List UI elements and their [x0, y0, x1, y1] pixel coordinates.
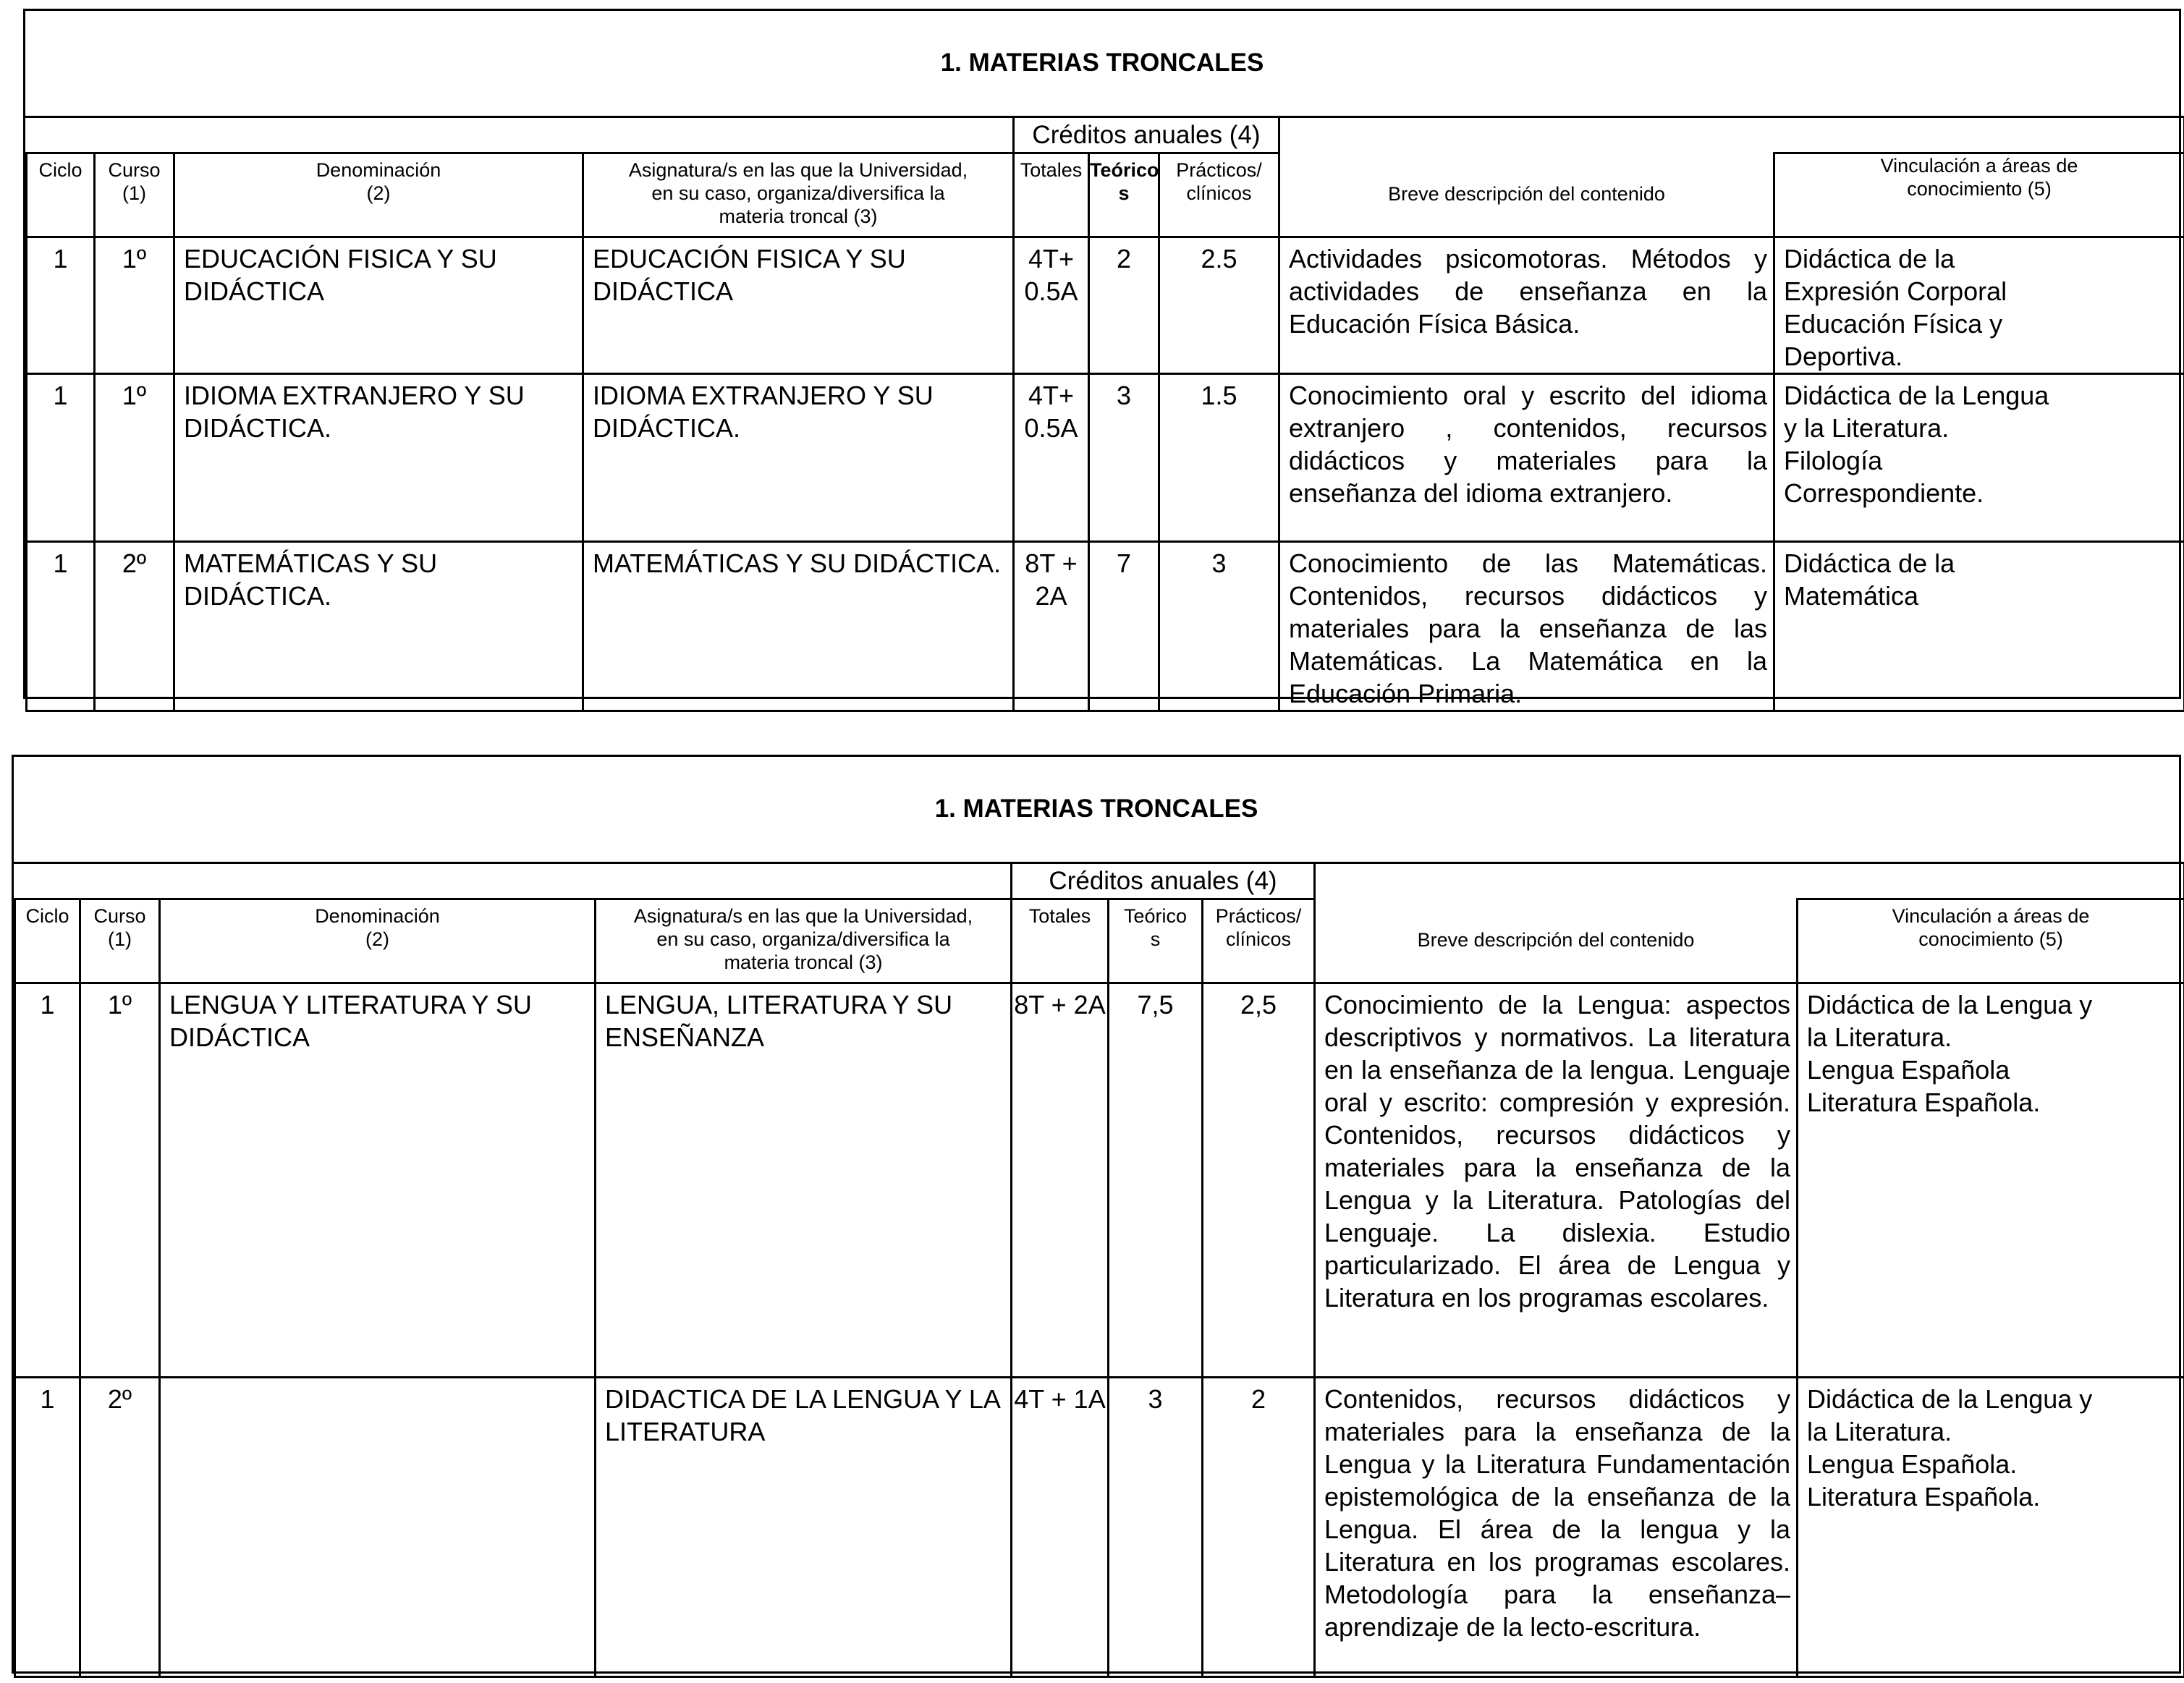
descripcion-cell: Contenidos, recursos didácticos y materiales para la enseñanza de la Lengua y la Literatura Fundamentación epistemológica de la enseñanza de la Lengua. El área de la lengua y la Literatura en los programas escolares. Metodología para la enseñanza–aprendizaje de la lecto-escritura.	[1315, 1378, 1798, 1677]
denominacion-cell: LENGUA Y LITERATURA Y SU DIDÁCTICA	[160, 983, 596, 1378]
table-row	[15, 1378, 2184, 1677]
teoricos-header: Teórico s	[1089, 153, 1159, 237]
table-title: 1. MATERIAS TRONCALES	[25, 11, 2179, 118]
ciclo-header: Ciclo	[27, 153, 95, 237]
totales-cell: 8T + 2A	[1012, 983, 1109, 1378]
asignatura-cell: EDUCACIÓN FISICA Y SU DIDÁCTICA	[583, 237, 1014, 374]
curso-cell: 1º	[95, 374, 174, 542]
curso-cell: 2º	[95, 542, 174, 711]
totales-cell: 4T+ 0.5A	[1014, 374, 1089, 542]
table-grid	[14, 862, 2184, 1678]
descripcion-cell: Actividades psicomotoras. Métodos y actividades de enseñanza en la Educación Física Básica.	[1279, 237, 1774, 374]
practicos-header: Prácticos/ clínicos	[1203, 899, 1315, 983]
denominacion-header: Denominación (2)	[174, 153, 583, 237]
descripcion-cell: Conocimiento oral y escrito del idioma extranjero , contenidos, recursos didácticos y materiales para la enseñanza del idioma extranjero.	[1279, 374, 1774, 542]
totales-header: Totales	[1012, 899, 1109, 983]
creditos-header: Créditos anuales (4)	[1012, 863, 1315, 899]
totales-cell: 4T+ 0.5A	[1014, 237, 1089, 374]
practicos-cell: 3	[1159, 542, 1279, 711]
curso-header: Curso (1)	[80, 899, 160, 983]
table-grid	[25, 116, 2184, 712]
vinculacion-cell: Didáctica de la Lengua y la Literatura. Lengua Española Literatura Española.	[1798, 983, 2184, 1378]
table-title: 1. MATERIAS TRONCALES	[14, 757, 2179, 864]
descripcion-cell: Conocimiento de las Matemáticas. Contenidos, recursos didácticos y materiales para la enseñanza de las Matemáticas. La Matemática en la Educación Primaria.	[1279, 542, 1774, 711]
ciclo-cell: 1	[15, 983, 80, 1378]
creditos-header: Créditos anuales (4)	[1014, 117, 1279, 153]
ciclo-cell: 1	[27, 374, 95, 542]
teoricos-cell: 2	[1089, 237, 1159, 374]
asignatura-header: Asignatura/s en las que la Universidad, en su caso, organiza/diversifica la materia troncal (3)	[583, 153, 1014, 237]
denominacion-header: Denominación (2)	[160, 899, 596, 983]
descripcion-header: Breve descripción del contenido	[1315, 899, 1798, 983]
denominacion-cell: IDIOMA EXTRANJERO Y SU DIDÁCTICA.	[174, 374, 583, 542]
troncales-table-2	[12, 755, 2181, 1674]
curso-header: Curso (1)	[95, 153, 174, 237]
teoricos-header: Teórico s	[1109, 899, 1203, 983]
table-row	[27, 237, 2184, 374]
practicos-cell: 2,5	[1203, 983, 1315, 1378]
vinculacion-cell: Didáctica de la Expresión Corporal Educación Física y Deportiva.	[1774, 237, 2184, 374]
descripcion-header: Breve descripción del contenido	[1279, 153, 1774, 237]
ciclo-cell: 1	[27, 237, 95, 374]
curso-cell: 1º	[80, 983, 160, 1378]
practicos-cell: 2	[1203, 1378, 1315, 1677]
teoricos-cell: 3	[1109, 1378, 1203, 1677]
vinculacion-header: Vinculación a áreas de conocimiento (5)	[1774, 153, 2184, 237]
vinculacion-cell: Didáctica de la Lengua y la Literatura. Filología Correspondiente.	[1774, 374, 2184, 542]
ciclo-cell: 1	[27, 542, 95, 711]
denominacion-cell	[160, 1378, 596, 1677]
asignatura-cell: DIDACTICA DE LA LENGUA Y LA LITERATURA	[596, 1378, 1012, 1677]
totales-cell: 4T + 1A	[1012, 1378, 1109, 1677]
table-row	[27, 542, 2184, 711]
asignatura-header: Asignatura/s en las que la Universidad, en su caso, organiza/diversifica la materia troncal (3)	[596, 899, 1012, 983]
ciclo-header: Ciclo	[15, 899, 80, 983]
practicos-cell: 2.5	[1159, 237, 1279, 374]
teoricos-cell: 7	[1089, 542, 1159, 711]
troncales-table-1	[23, 9, 2181, 708]
asignatura-cell: LENGUA, LITERATURA Y SU ENSEÑANZA	[596, 983, 1012, 1378]
vinculacion-cell: Didáctica de la Matemática	[1774, 542, 2184, 711]
curso-cell: 2º	[80, 1378, 160, 1677]
totales-cell: 8T + 2A	[1014, 542, 1089, 711]
asignatura-cell: IDIOMA EXTRANJERO Y SU DIDÁCTICA.	[583, 374, 1014, 542]
totales-header: Totales	[1014, 153, 1089, 237]
ciclo-cell: 1	[15, 1378, 80, 1677]
descripcion-cell: Conocimiento de la Lengua: aspectos descriptivos y normativos. La literatura en la enseñanza de la lengua. Lenguaje oral y escrito: compresión y expresión. Contenidos, recursos didácticos y materiales para la enseñanza de la Lengua y la Literatura. Patologías del Lenguaje. La dislexia. Estudio particularizado. El área de Lengua y Literatura en los programas escolares.	[1315, 983, 1798, 1378]
curso-cell: 1º	[95, 237, 174, 374]
practicos-header: Prácticos/ clínicos	[1159, 153, 1279, 237]
practicos-cell: 1.5	[1159, 374, 1279, 542]
denominacion-cell: EDUCACIÓN FISICA Y SU DIDÁCTICA	[174, 237, 583, 374]
table-row	[27, 374, 2184, 542]
table-row	[15, 983, 2184, 1378]
vinculacion-header: Vinculación a áreas de conocimiento (5)	[1798, 899, 2184, 983]
teoricos-cell: 7,5	[1109, 983, 1203, 1378]
teoricos-cell: 3	[1089, 374, 1159, 542]
asignatura-cell: MATEMÁTICAS Y SU DIDÁCTICA.	[583, 542, 1014, 711]
vinculacion-cell: Didáctica de la Lengua y la Literatura. Lengua Española. Literatura Española.	[1798, 1378, 2184, 1677]
denominacion-cell: MATEMÁTICAS Y SU DIDÁCTICA.	[174, 542, 583, 711]
